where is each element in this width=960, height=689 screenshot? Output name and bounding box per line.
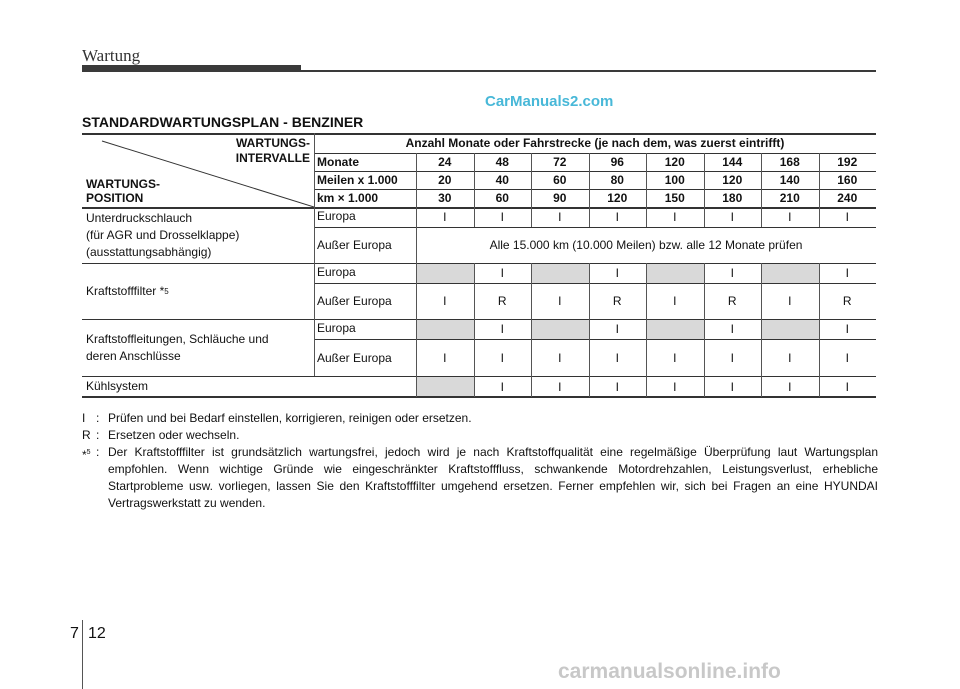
header-value: 90 [553,191,567,205]
grid-hline [314,283,876,284]
check-mark: I [500,350,504,365]
check-mark: I [845,322,849,336]
check-mark: I [500,266,504,280]
check-mark: I [673,210,677,224]
page-number: 12 [88,625,106,642]
region-label: Europa [317,209,356,223]
grid-vline [474,153,475,227]
grid-vline [761,263,762,397]
header-value: 72 [553,155,567,169]
item-name: Unterdruckschlauch (für AGR und Drosselklappe) (ausstattungsabhängig) [86,210,240,259]
header-value: 150 [664,191,685,205]
header-value: 168 [779,155,800,169]
item-name: Kraftstoffleitungen, Schläuche und deren Anschlüsse [86,331,269,363]
note-text: Ersetzen oder wechseln. [108,428,240,442]
check-mark: I [615,266,619,280]
shaded-cell [761,263,819,283]
grid-vline [646,153,647,227]
check-mark: R [842,294,852,308]
check-mark: R [727,294,737,308]
note-item [82,444,878,512]
header-value: 24 [438,155,452,169]
shaded-cell [416,319,474,339]
check-mark: I [845,379,849,394]
header-value: 60 [553,173,567,187]
check-mark: I [788,379,792,394]
header-value: 210 [779,191,800,205]
item-name: Kühlsystem [86,379,149,393]
header-value: 60 [495,191,509,205]
header-value: 20 [438,173,452,187]
header-value: 80 [610,173,624,187]
check-mark: I [615,379,619,394]
check-mark: I [730,210,734,224]
grid-hline [82,376,876,377]
maintenance-table [82,133,876,397]
check-mark: I [788,210,792,224]
shaded-cell [531,263,589,283]
header-value: 120 [607,191,628,205]
note-mark: I [82,411,86,425]
grid-vline [531,263,532,397]
header-row-label: Monate [317,155,359,169]
note-separator: : [96,411,100,425]
grid-hline [314,171,876,172]
shaded-cell [531,319,589,339]
grid-vline [819,263,820,397]
grid-vline [531,153,532,227]
note-text: Prüfen und bei Bedarf einstellen, korrigieren, reinigen oder ersetzen. [108,411,472,425]
header-value: 48 [495,155,509,169]
grid-vline [589,153,590,227]
check-mark: I [443,294,447,308]
grid-vline [704,153,705,227]
check-mark: I [845,266,849,280]
check-mark: I [788,294,792,308]
grid-vline [589,263,590,397]
grid-vline [819,153,820,227]
header-value: 140 [779,173,800,187]
check-mark: I [673,379,677,394]
grid-hline [82,263,876,264]
grid-vline [416,153,417,227]
page-chapter: 7 [70,625,79,642]
note-mark: R [82,428,91,442]
check-mark: I [673,294,677,308]
check-mark: I [500,322,504,336]
header-row-label: Meilen x 1.000 [317,173,398,187]
region-label: Außer Europa [317,238,392,252]
header-value: 144 [722,155,743,169]
check-mark: I [443,210,447,224]
grid-hline [82,319,876,320]
item-name: Kraftstofffilter * 5 [86,283,169,298]
check-mark: I [443,350,447,365]
note-mark-sup: 5 [86,449,91,456]
note-item [82,410,878,427]
grid-hline [314,339,876,340]
check-mark: R [497,294,507,308]
watermark-top[interactable]: CarManuals2.com [485,93,614,110]
shaded-cell [646,263,704,283]
grid-vline [704,263,705,397]
corner-label-position: WARTUNGS- POSITION [86,177,160,205]
header-row-label: km × 1.000 [317,191,379,205]
watermark-bottom[interactable]: carmanualsonline.info [558,660,781,683]
check-mark: I [615,210,619,224]
check-mark: I [673,350,677,365]
grid-vline [646,263,647,397]
grid-vline [314,133,315,376]
region-label: Außer Europa [317,350,392,365]
check-mark: I [558,350,562,365]
header-value: 30 [438,191,452,205]
shaded-cell [761,319,819,339]
check-mark: I [558,210,562,224]
page-divider [82,620,83,689]
check-mark: I [730,350,734,365]
shaded-cell [646,319,704,339]
header-value: 180 [722,191,743,205]
check-mark: I [730,379,734,394]
grid-vline [416,227,417,263]
note-text: Der Kraftstofffilter ist grundsätzlich wartungsfrei, jedoch wird je nach Kraftstoffqualität eine regelmäßige Überprüfung laut Wartungsplan empfohlen. Wenn wichtige Gründe wie eingeschränkter Kraftstofffluss, schwankende Motordrehzahlen, Leistungsverlust, erhebliche Startprobleme usw. vorliegen, lassen Sie den Kraftstofffilter umgehend ersetzen. Ferner empfehlen wir, sich bei Fragen an eine HYUNDAI Vertragswerkstatt zu wenden. [108,445,878,510]
grid-vline [416,263,417,397]
header-value: 192 [837,155,858,169]
corner-label-intervals: WARTUNGS- INTERVALLE [235,136,310,165]
header-bar [82,65,301,72]
note-separator: : [96,445,100,459]
check-mark: I [500,379,504,394]
header-value: 160 [837,173,858,187]
region-label: Außer Europa [317,294,392,308]
check-mark: I [730,322,734,336]
check-mark: I [615,322,619,336]
section-title: STANDARDWARTUNGSPLAN - BENZINER [82,114,364,130]
grid-vline [474,263,475,397]
check-mark: I [558,294,562,308]
check-mark: I [615,350,619,365]
note-item [82,427,878,444]
grid-hline [314,189,876,190]
header-value: 240 [837,191,858,205]
shaded-cell [416,376,474,397]
region-label: Europa [317,265,356,279]
header-rule [301,70,876,72]
span-header: Anzahl Monate oder Fahrstrecke (je nach dem, was zuerst eintrifft) [405,136,785,150]
check-mark: I [788,350,792,365]
check-mark: I [558,379,562,394]
header-value: 120 [664,155,685,169]
check-mark: I [845,350,849,365]
grid-vline [761,153,762,227]
check-mark: I [500,210,504,224]
note-mark: *$^5$ [82,448,91,462]
header-value: 96 [610,155,624,169]
notes [82,410,878,512]
note-separator: : [96,428,100,442]
check-mark: I [845,210,849,224]
header-value: 100 [664,173,685,187]
grid-hline [82,207,876,209]
check-mark: I [730,266,734,280]
check-mark: R [612,294,622,308]
region-label: Europa [317,321,356,335]
shaded-cell [416,263,474,283]
header-value: 120 [722,173,743,187]
header-value: 40 [495,173,509,187]
page-header-title: Wartung [82,46,141,65]
grid-hline [82,133,876,135]
interval-text: Alle 15.000 km (10.000 Meilen) bzw. alle 12 Monate prüfen [489,238,803,252]
grid-hline [82,396,876,398]
grid-hline [314,227,876,228]
grid-hline [314,153,876,154]
